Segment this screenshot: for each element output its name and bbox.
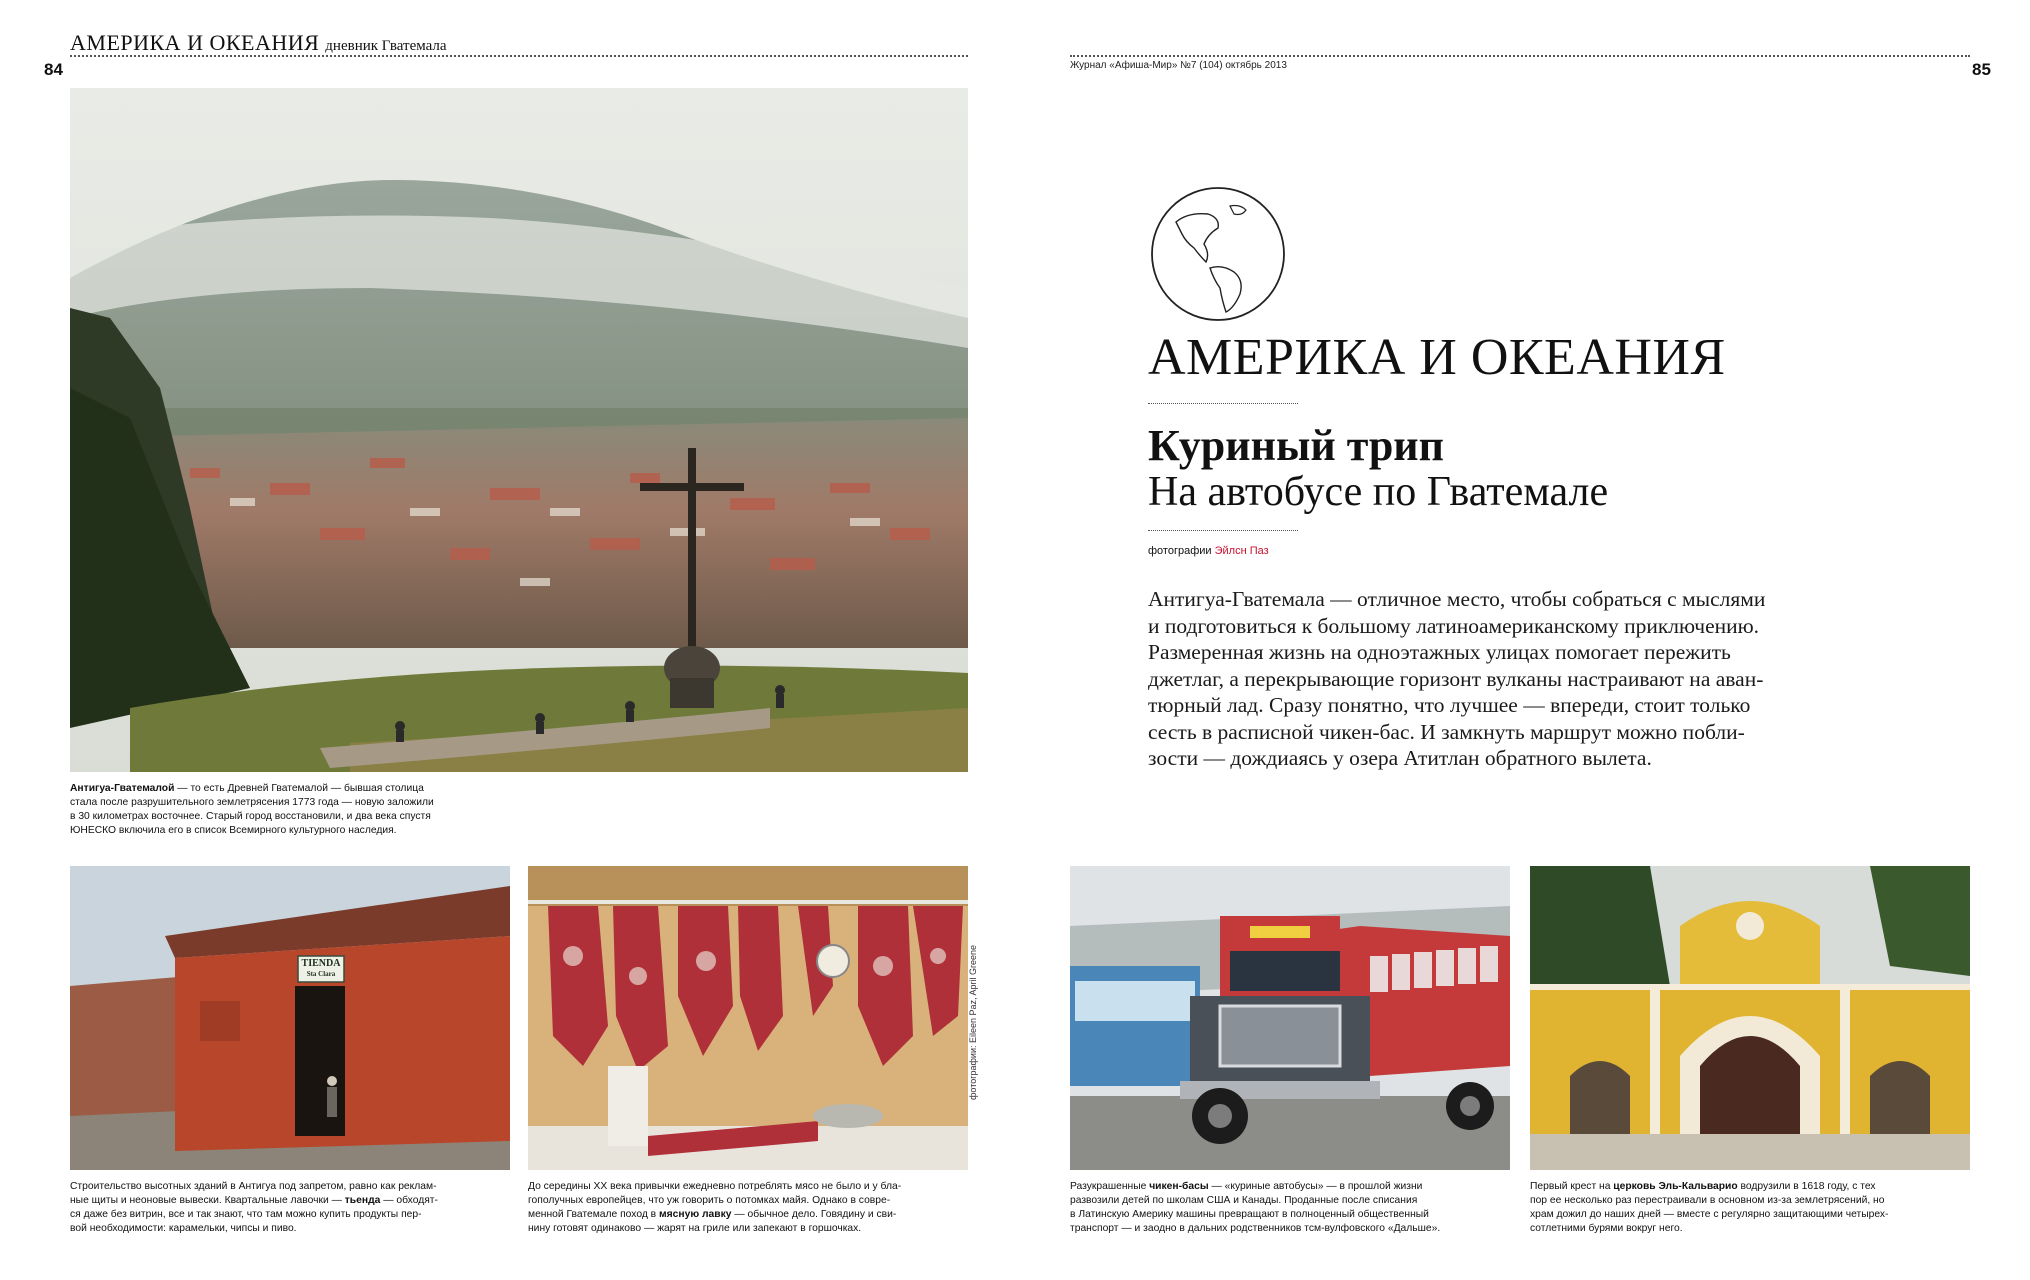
caption-bus xyxy=(1070,1180,1510,1236)
header-rule-left xyxy=(70,55,968,57)
caption-bus-line-4: транспорт — и заодно в дальних родственников тсм-вулфовского «Дальше». xyxy=(1070,1223,1441,1234)
caption-butcher-line-4: нину готовят одинаково — жарят на гриле или запекают в горшочках. xyxy=(528,1223,862,1234)
running-head-left xyxy=(70,30,447,56)
caption-butcher-bold: мясную лавку xyxy=(659,1209,732,1220)
lead-line-5: тюрный лад. Сразу понятно, что лучшее — впереди, стоит только xyxy=(1148,693,1751,717)
photo-credit-line xyxy=(1148,545,1269,557)
lead-line-1: Антигуа-Гватемала — отличное место, чтобы собраться с мыслями xyxy=(1148,587,1766,611)
photo-credit-vertical: фотографии: Eileen Paz, April Greene xyxy=(968,944,978,1100)
caption-tienda xyxy=(70,1180,510,1236)
caption-butcher-line-1: До середины XX века привычки ежедневно потреблять мясо не было и у бла- xyxy=(528,1181,902,1192)
caption-antigua-line-4: ЮНЕСКО включила его в список Всемирного культурного наследия. xyxy=(70,825,397,836)
running-head-sub: дневник Гватемала xyxy=(325,38,447,54)
tienda-sign-bottom: Sta Clara xyxy=(306,970,336,978)
caption-tienda-line-1: Строительство высотных зданий в Антигуа под запретом, равно как реклам- xyxy=(70,1181,437,1192)
page-number-right: 85 xyxy=(1972,60,1991,79)
photo-antigua-panorama xyxy=(70,88,968,772)
caption-butcher xyxy=(528,1180,968,1236)
magazine-issue-line: Журнал «Афиша-Мир» №7 (104) октябрь 2013 xyxy=(1070,60,1287,71)
caption-antigua-line-3: в 30 километрах восточнее. Старый город восстановили, и два века спустя xyxy=(70,811,431,822)
caption-bus-pre: Разукрашенные xyxy=(1070,1181,1150,1192)
caption-antigua-line-2: стала после разрушительного землетрясения 1773 года — новую заложили xyxy=(70,797,434,808)
lead-paragraph xyxy=(1148,586,1818,772)
lead-line-7: зости — дождиаясь у озера Атитлан обратного вылета. xyxy=(1148,746,1652,770)
tienda-sign-top: TIENDA xyxy=(301,958,341,969)
caption-church-line-4: сотлетними бурями вокруг него. xyxy=(1530,1223,1683,1234)
lead-line-6: сесть в расписной чикен-бас. И замкнуть маршрут можно побли- xyxy=(1148,719,1745,744)
section-title: АМЕРИКА И ОКЕАНИЯ xyxy=(1148,329,1726,386)
caption-butcher-after: — обычное дело. Говядину и сви- xyxy=(731,1209,897,1220)
caption-antigua xyxy=(70,782,470,838)
caption-butcher-line-3: менной Гватемале поход в xyxy=(528,1209,660,1220)
globe-americas-icon xyxy=(1148,184,1288,324)
photo-butcher xyxy=(528,866,968,1170)
photo-tienda xyxy=(70,866,510,1170)
page-number-left: 84 xyxy=(44,60,63,79)
tienda-sign xyxy=(298,958,344,980)
caption-church-line-1: водрузили в 1618 году, с тех xyxy=(1737,1181,1876,1192)
photo-el-calvario-church xyxy=(1530,866,1970,1170)
caption-tienda-line-4: вой необходимости: карамельки, чипсы и пиво. xyxy=(70,1223,297,1234)
caption-antigua-line-1: — то есть Древней Гватемалой — бывшая столица xyxy=(174,783,424,794)
caption-tienda-after: — обходят- xyxy=(380,1195,438,1206)
caption-bus-line-3: в Латинскую Америку машины превращают в полноценный общественный xyxy=(1070,1209,1429,1220)
section-rule xyxy=(1148,403,1298,404)
caption-tienda-bold: тьенда xyxy=(344,1195,381,1206)
caption-tienda-line-2: ные щиты и неоновые вывески. Квартальные лавочки — xyxy=(70,1195,345,1206)
lead-line-4: джетлаг, а перекрывающие горизонт вулканы настраивают на аван- xyxy=(1148,666,1764,691)
lead-line-3: Размеренная жизнь на одноэтажных улицах помогает пережить xyxy=(1148,640,1731,664)
caption-bus-bold: чикен-басы xyxy=(1149,1181,1209,1192)
subtitle-rule xyxy=(1148,530,1298,531)
photo-chicken-bus xyxy=(1070,866,1510,1170)
caption-church-line-2: пор ее несколько раз перестраивали в основном из-за землетрясений, но xyxy=(1530,1195,1885,1206)
caption-tienda-line-3: ся даже без витрин, все и так знают, что там можно купить продукты пер- xyxy=(70,1209,422,1220)
caption-church-bold: церковь Эль-Кальварио xyxy=(1613,1181,1738,1192)
caption-butcher-line-2: гополучных европейцев, что уж говорить о потомках майя. Однако в совре- xyxy=(528,1195,891,1206)
lead-line-2: и подготовиться к большому латиноамериканскому приключению. xyxy=(1148,613,1760,638)
credit-label: фотографии xyxy=(1148,545,1212,557)
caption-church xyxy=(1530,1180,1970,1236)
caption-church-line-3: храм дожил до наших дней — вместе с регулярно защитающими четырех- xyxy=(1530,1209,1889,1220)
header-rule-right xyxy=(1070,55,1970,57)
credit-name: Эйлсн Паз xyxy=(1214,545,1269,557)
caption-church-pre: Первый крест на xyxy=(1530,1181,1614,1192)
caption-antigua-bold: Антигуа-Гватемалой xyxy=(70,783,175,794)
running-head-section: АМЕРИКА И ОКЕАНИЯ xyxy=(70,30,320,55)
caption-bus-line-2: развозили детей по школам США и Канады. Проданные после списания xyxy=(1070,1195,1418,1206)
caption-bus-line-1: — «куриные автобусы» — в прошлой жизни xyxy=(1208,1181,1423,1192)
article-title: Куриный трип xyxy=(1148,421,1445,470)
article-subtitle: На автобусе по Гватемале xyxy=(1148,469,1609,515)
